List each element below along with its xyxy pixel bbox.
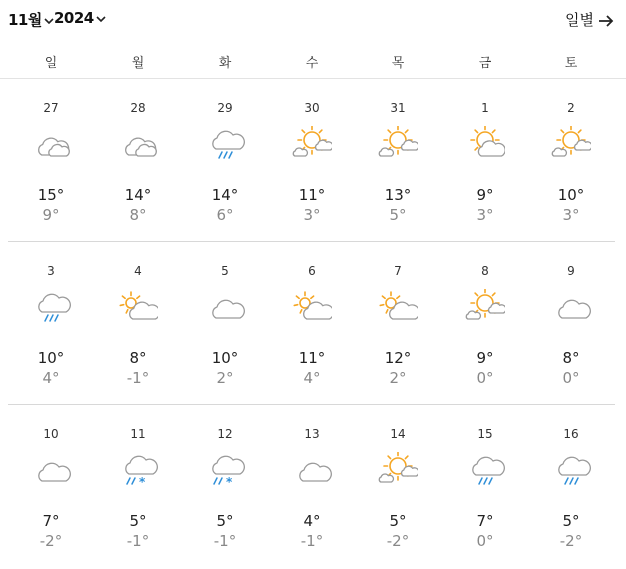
- month-selector[interactable]: [8, 9, 55, 30]
- sun-clouds-icon: [378, 452, 418, 488]
- partly-cloudy-icon: [118, 289, 158, 325]
- high-temp: 9°: [476, 186, 494, 204]
- cloud-icon: [551, 289, 591, 325]
- sleet-icon: [118, 452, 158, 488]
- day-cell[interactable]: [442, 406, 528, 569]
- day-cell[interactable]: [182, 406, 268, 569]
- day-cell[interactable]: [269, 406, 355, 569]
- cloud-icon: [292, 452, 332, 488]
- day-cell[interactable]: [442, 80, 528, 243]
- high-temp: 13°: [384, 186, 412, 204]
- day-number: 16: [563, 427, 579, 441]
- day-number: 28: [130, 101, 146, 115]
- day-number: 6: [308, 264, 316, 278]
- low-temp: 8°: [129, 206, 147, 224]
- day-number: 12: [217, 427, 233, 441]
- low-temp: 4°: [303, 369, 321, 387]
- low-temp: -2°: [559, 532, 583, 550]
- sun-clouds-icon: [551, 126, 591, 162]
- high-temp: 7°: [476, 512, 494, 530]
- weekday-label: 목: [391, 56, 405, 71]
- rain-icon: [551, 452, 591, 488]
- day-number: 29: [217, 101, 233, 115]
- low-temp: -1°: [126, 532, 150, 550]
- low-temp: 9°: [42, 206, 60, 224]
- sleet-icon: [205, 452, 245, 488]
- day-number: 9: [567, 264, 575, 278]
- day-cell[interactable]: [269, 243, 355, 406]
- year-selector[interactable]: [54, 9, 107, 27]
- week-row: [0, 243, 626, 406]
- rain-icon: [31, 289, 71, 325]
- calendar-header: [0, 0, 626, 40]
- sun-behind-cloud-icon: [465, 126, 505, 162]
- weekday-label: 화: [218, 56, 232, 71]
- cloud-icon: [31, 452, 71, 488]
- sun-clouds-icon: [292, 126, 332, 162]
- high-temp: 4°: [303, 512, 321, 530]
- day-number: 5: [221, 264, 229, 278]
- low-temp: 3°: [562, 206, 580, 224]
- high-temp: 11°: [298, 349, 326, 367]
- high-temp: 5°: [216, 512, 234, 530]
- day-cell[interactable]: [528, 80, 614, 243]
- low-temp: 5°: [389, 206, 407, 224]
- day-cell[interactable]: [95, 406, 181, 569]
- low-temp: -1°: [300, 532, 324, 550]
- high-temp: 5°: [562, 512, 580, 530]
- low-temp: -2°: [386, 532, 410, 550]
- day-number: 1: [481, 101, 489, 115]
- week-row: [0, 80, 626, 243]
- day-number: 30: [304, 101, 320, 115]
- low-temp: -2°: [39, 532, 63, 550]
- weekday-label: 금: [478, 56, 492, 71]
- high-temp: 10°: [211, 349, 239, 367]
- high-temp: 10°: [557, 186, 585, 204]
- day-number: 14: [390, 427, 406, 441]
- partly-cloudy-icon: [378, 289, 418, 325]
- day-number: 27: [43, 101, 59, 115]
- daily-view-link[interactable]: [565, 9, 614, 30]
- low-temp: -1°: [213, 532, 237, 550]
- high-temp: 7°: [42, 512, 60, 530]
- high-temp: 8°: [562, 349, 580, 367]
- day-number: 15: [477, 427, 493, 441]
- day-cell[interactable]: [8, 243, 94, 406]
- day-cell[interactable]: [442, 243, 528, 406]
- low-temp: 0°: [476, 532, 494, 550]
- day-number: 4: [134, 264, 142, 278]
- high-temp: 10°: [37, 349, 65, 367]
- high-temp: 9°: [476, 349, 494, 367]
- low-temp: 0°: [476, 369, 494, 387]
- day-cell[interactable]: [8, 406, 94, 569]
- day-number: 8: [481, 264, 489, 278]
- day-cell[interactable]: [182, 243, 268, 406]
- day-cell[interactable]: [355, 406, 441, 569]
- svg-text:*: *: [139, 475, 146, 488]
- low-temp: 0°: [562, 369, 580, 387]
- day-cell[interactable]: [182, 80, 268, 243]
- month-label: 11월: [8, 11, 42, 29]
- low-temp: 3°: [303, 206, 321, 224]
- low-temp: 3°: [476, 206, 494, 224]
- low-temp: 6°: [216, 206, 234, 224]
- sun-clouds-icon: [378, 126, 418, 162]
- day-cell[interactable]: [528, 243, 614, 406]
- low-temp: 4°: [42, 369, 60, 387]
- high-temp: 5°: [129, 512, 147, 530]
- day-number: 7: [394, 264, 402, 278]
- high-temp: 12°: [384, 349, 412, 367]
- day-cell[interactable]: [528, 406, 614, 569]
- rain-icon: [465, 452, 505, 488]
- cloud-icon: [205, 289, 245, 325]
- high-temp: 11°: [298, 186, 326, 204]
- day-number: 3: [47, 264, 55, 278]
- weekday-label: 월: [131, 56, 145, 71]
- low-temp: 2°: [216, 369, 234, 387]
- day-cell[interactable]: [8, 80, 94, 243]
- high-temp: 14°: [211, 186, 239, 204]
- day-number: 10: [43, 427, 59, 441]
- year-label: 2024: [54, 9, 94, 27]
- svg-text:*: *: [226, 475, 233, 488]
- rain-icon: [205, 126, 245, 162]
- low-temp: -1°: [126, 369, 150, 387]
- week-divider: [8, 404, 615, 405]
- day-number: 13: [304, 427, 320, 441]
- weekday-label: 수: [305, 56, 319, 71]
- day-cell[interactable]: [355, 80, 441, 243]
- high-temp: 8°: [129, 349, 147, 367]
- day-cell[interactable]: [95, 80, 181, 243]
- cloudy-icon: [31, 126, 71, 162]
- weekday-label: 일: [44, 56, 58, 71]
- arrow-right-icon: [598, 14, 614, 28]
- day-number: 31: [390, 101, 406, 115]
- day-number: 11: [130, 427, 146, 441]
- low-temp: 2°: [389, 369, 407, 387]
- cloudy-icon: [118, 126, 158, 162]
- high-temp: 14°: [124, 186, 152, 204]
- chevron-down-icon: [95, 13, 107, 25]
- day-number: 2: [567, 101, 575, 115]
- high-temp: 5°: [389, 512, 407, 530]
- day-cell[interactable]: [269, 80, 355, 243]
- day-cell[interactable]: [95, 243, 181, 406]
- sun-clouds-icon: [465, 289, 505, 325]
- daily-view-label: 일별: [565, 11, 594, 29]
- week-row: [0, 406, 626, 569]
- partly-cloudy-icon: [292, 289, 332, 325]
- day-cell[interactable]: [355, 243, 441, 406]
- high-temp: 15°: [37, 186, 65, 204]
- weekday-label: 토: [564, 56, 578, 71]
- weekday-header: [0, 42, 626, 79]
- week-divider: [8, 241, 615, 242]
